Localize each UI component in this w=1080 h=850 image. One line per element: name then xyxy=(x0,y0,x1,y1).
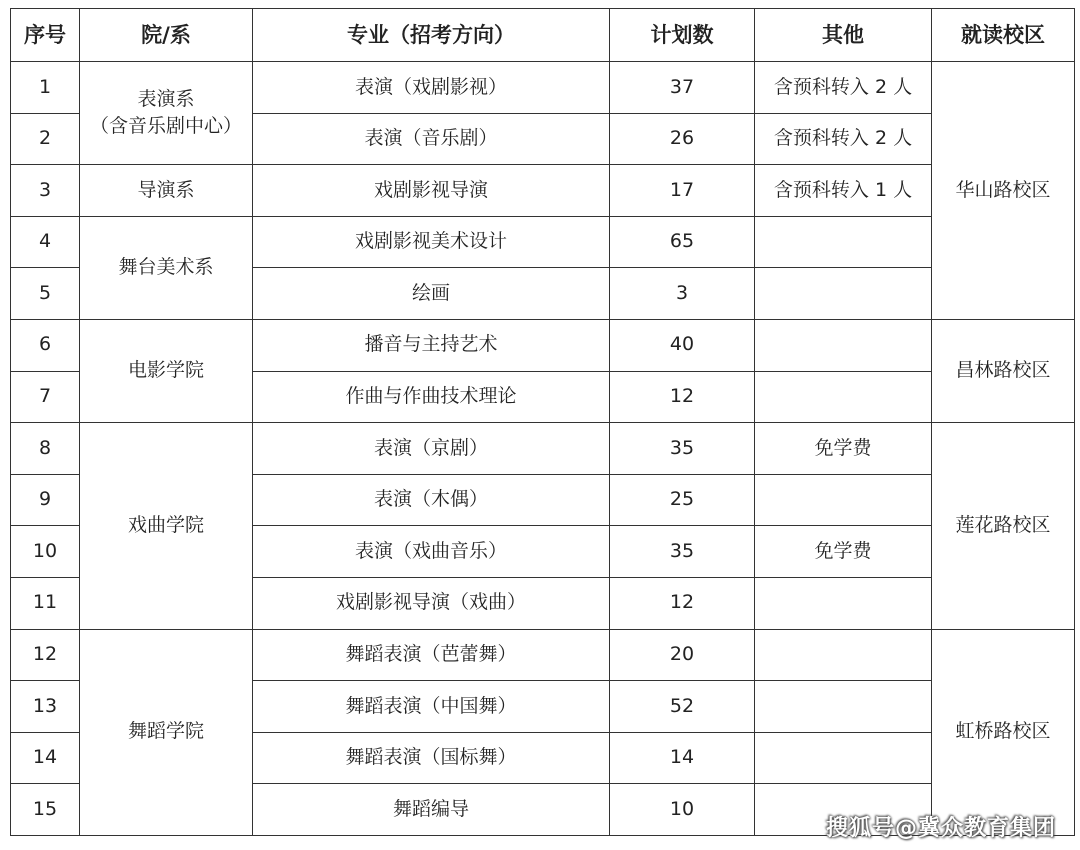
row-index: 5 xyxy=(11,268,80,320)
row-index: 6 xyxy=(11,319,80,371)
major-cell: 表演（戏剧影视） xyxy=(253,62,610,114)
row-index: 8 xyxy=(11,423,80,475)
other-cell xyxy=(755,474,932,526)
major-cell: 舞蹈表演（芭蕾舞） xyxy=(253,629,610,681)
header-plan-count: 计划数 xyxy=(610,9,755,62)
other-cell xyxy=(755,681,932,733)
row-index: 2 xyxy=(11,113,80,165)
major-cell: 戏剧影视导演 xyxy=(253,165,610,217)
table-row xyxy=(11,319,1075,371)
campus-cell: 莲花路校区 xyxy=(932,423,1075,629)
row-index: 3 xyxy=(11,165,80,217)
plan-cell: 65 xyxy=(610,216,755,268)
major-cell: 舞蹈表演（国标舞） xyxy=(253,732,610,784)
plan-cell: 10 xyxy=(610,784,755,836)
plan-cell: 12 xyxy=(610,371,755,423)
department-cell: 导演系 xyxy=(80,165,253,217)
plan-cell: 40 xyxy=(610,319,755,371)
department-cell: 舞台美术系 xyxy=(80,216,253,319)
row-index: 9 xyxy=(11,474,80,526)
major-cell: 表演（京剧） xyxy=(253,423,610,475)
department-cell xyxy=(80,62,253,165)
plan-cell: 3 xyxy=(610,268,755,320)
header-department: 院/系 xyxy=(80,9,253,62)
row-index: 10 xyxy=(11,526,80,578)
plan-cell: 20 xyxy=(610,629,755,681)
other-cell xyxy=(755,629,932,681)
major-cell: 舞蹈表演（中国舞） xyxy=(253,681,610,733)
department-subname: （含音乐剧中心） xyxy=(89,115,242,138)
watermark: 搜狐号@冀众教育集团 xyxy=(825,816,1056,841)
department-cell: 戏曲学院 xyxy=(80,423,253,629)
other-cell xyxy=(755,577,932,629)
other-cell xyxy=(755,371,932,423)
major-cell: 舞蹈编导 xyxy=(253,784,610,836)
campus-cell: 虹桥路校区 xyxy=(932,629,1075,835)
major-cell: 作曲与作曲技术理论 xyxy=(253,371,610,423)
row-index: 1 xyxy=(11,62,80,114)
other-cell xyxy=(755,268,932,320)
header-row xyxy=(11,9,1075,62)
department-cell: 舞蹈学院 xyxy=(80,629,253,835)
plan-cell: 35 xyxy=(610,526,755,578)
other-cell xyxy=(755,732,932,784)
table-row xyxy=(11,216,1075,268)
department-cell: 电影学院 xyxy=(80,319,253,422)
major-cell: 戏剧影视导演（戏曲） xyxy=(253,577,610,629)
plan-cell: 17 xyxy=(610,165,755,217)
row-index: 14 xyxy=(11,732,80,784)
other-cell xyxy=(755,216,932,268)
header-other: 其他 xyxy=(755,9,932,62)
major-cell: 表演（音乐剧） xyxy=(253,113,610,165)
major-cell: 播音与主持艺术 xyxy=(253,319,610,371)
row-index: 7 xyxy=(11,371,80,423)
plan-cell: 12 xyxy=(610,577,755,629)
other-cell: 含预科转入 2 人 xyxy=(755,113,932,165)
other-cell: 含预科转入 2 人 xyxy=(755,62,932,114)
plan-cell: 37 xyxy=(610,62,755,114)
major-cell: 绘画 xyxy=(253,268,610,320)
campus-cell: 华山路校区 xyxy=(932,62,1075,320)
plan-cell: 26 xyxy=(610,113,755,165)
header-major: 专业（招考方向） xyxy=(253,9,610,62)
other-cell: 免学费 xyxy=(755,526,932,578)
major-cell: 表演（木偶） xyxy=(253,474,610,526)
other-cell xyxy=(755,319,932,371)
table-row xyxy=(11,629,1075,681)
other-cell: 免学费 xyxy=(755,423,932,475)
major-cell: 表演（戏曲音乐） xyxy=(253,526,610,578)
department-name: 表演系 xyxy=(137,87,195,110)
major-cell: 戏剧影视美术设计 xyxy=(253,216,610,268)
plan-cell: 14 xyxy=(610,732,755,784)
row-index: 12 xyxy=(11,629,80,681)
row-index: 13 xyxy=(11,681,80,733)
row-index: 11 xyxy=(11,577,80,629)
row-index: 4 xyxy=(11,216,80,268)
other-cell: 含预科转入 1 人 xyxy=(755,165,932,217)
campus-cell: 昌林路校区 xyxy=(932,319,1075,422)
plan-cell: 52 xyxy=(610,681,755,733)
table-row xyxy=(11,423,1075,475)
plan-cell: 35 xyxy=(610,423,755,475)
plan-cell: 25 xyxy=(610,474,755,526)
enrollment-plan-table xyxy=(10,8,1075,836)
table-row xyxy=(11,62,1075,114)
header-campus: 就读校区 xyxy=(932,9,1075,62)
table-row xyxy=(11,165,1075,217)
header-index: 序号 xyxy=(11,9,80,62)
row-index: 15 xyxy=(11,784,80,836)
